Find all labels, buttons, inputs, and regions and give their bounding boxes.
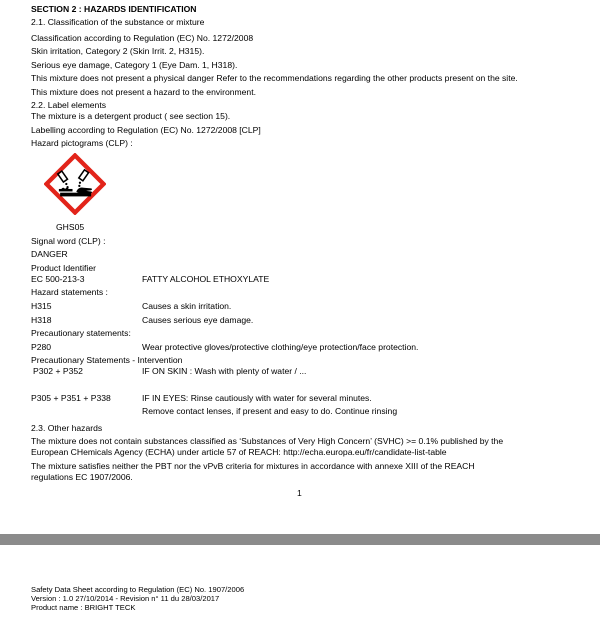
- section-title: SECTION 2 : HAZARDS IDENTIFICATION: [31, 4, 197, 14]
- ghs-code: GHS05: [56, 222, 85, 232]
- labelling-text: Labelling according to Regulation (EC) No. 1272/2008 [CLP]: [31, 125, 261, 135]
- svhc-text-2: European CHemicals Agency (ECHA) under article 57 of REACH: http://echa.europa.eu/fr/candidate-list-table: [31, 447, 447, 457]
- p302-code: P302 + P352: [33, 366, 83, 376]
- svhc-text-1: The mixture does not contain substances classified as ‘Substances of Very High Concern’ (SVHC) >= 0.1% published by the: [31, 436, 504, 446]
- p305-text-2: Remove contact lenses, if present and easy to do. Continue rinsing: [142, 406, 398, 416]
- skin-irritation-text: Skin irritation, Category 2 (Skin Irrit. 2, H315).: [31, 46, 205, 56]
- ec-substance-name: FATTY ALCOHOL ETHOXYLATE: [142, 274, 270, 284]
- p280-text: Wear protective gloves/protective clothing/eye protection/face protection.: [142, 342, 419, 352]
- signal-word: DANGER: [31, 249, 68, 259]
- p305-text-1: IF IN EYES: Rinse cautiously with water for several minutes.: [142, 393, 372, 403]
- subsection-2-3: 2.3. Other hazards: [31, 423, 103, 433]
- p280-code: P280: [31, 342, 52, 352]
- intervention-label: Precautionary Statements - Intervention: [31, 355, 183, 365]
- footer-regulation: Safety Data Sheet according to Regulation (EC) No. 1907/2006: [31, 585, 245, 594]
- h315-text: Causes a skin irritation.: [142, 301, 232, 311]
- page-number: 1: [297, 488, 302, 498]
- footer-version: Version : 1.0 27/10/2014 - Revision n° 11 du 28/03/2017: [31, 594, 220, 603]
- precautionary-label: Precautionary statements:: [31, 328, 131, 338]
- h318-code: H318: [31, 315, 52, 325]
- hazard-statements-label: Hazard statements :: [31, 287, 108, 297]
- physical-danger-text: This mixture does not present a physical danger Refer to the recommendations regarding the other products present on the site.: [31, 73, 518, 83]
- page-divider: [0, 534, 600, 545]
- ec-number: EC 500-213-3: [31, 274, 85, 284]
- detergent-text: The mixture is a detergent product ( see section 15).: [31, 111, 231, 121]
- pbt-text-1: The mixture satisfies neither the PBT nor the vPvB criteria for mixtures in accordance with annexe XIII of the REACH: [31, 461, 475, 471]
- environment-text: This mixture does not present a hazard to the environment.: [31, 87, 256, 97]
- signal-word-label: Signal word (CLP) :: [31, 236, 106, 246]
- pbt-text-2: regulations EC 1907/2006.: [31, 472, 133, 482]
- hazard-pictograms-label: Hazard pictograms (CLP) :: [31, 138, 133, 148]
- p302-text: IF ON SKIN : Wash with plenty of water / ...: [142, 366, 307, 376]
- h315-code: H315: [31, 301, 52, 311]
- subsection-2-1: 2.1. Classification of the substance or mixture: [31, 17, 205, 27]
- p305-code: P305 + P351 + P338: [31, 393, 111, 403]
- ghs05-corrosion-icon: [44, 153, 106, 215]
- eye-damage-text: Serious eye damage, Category 1 (Eye Dam. 1, H318).: [31, 60, 238, 70]
- classification-text: Classification according to Regulation (EC) No. 1272/2008: [31, 33, 254, 43]
- subsection-2-2: 2.2. Label elements: [31, 100, 107, 110]
- h318-text: Causes serious eye damage.: [142, 315, 254, 325]
- footer-product-name: Product name : BRIGHT TECK: [31, 603, 136, 612]
- product-identifier-label: Product Identifier: [31, 263, 96, 273]
